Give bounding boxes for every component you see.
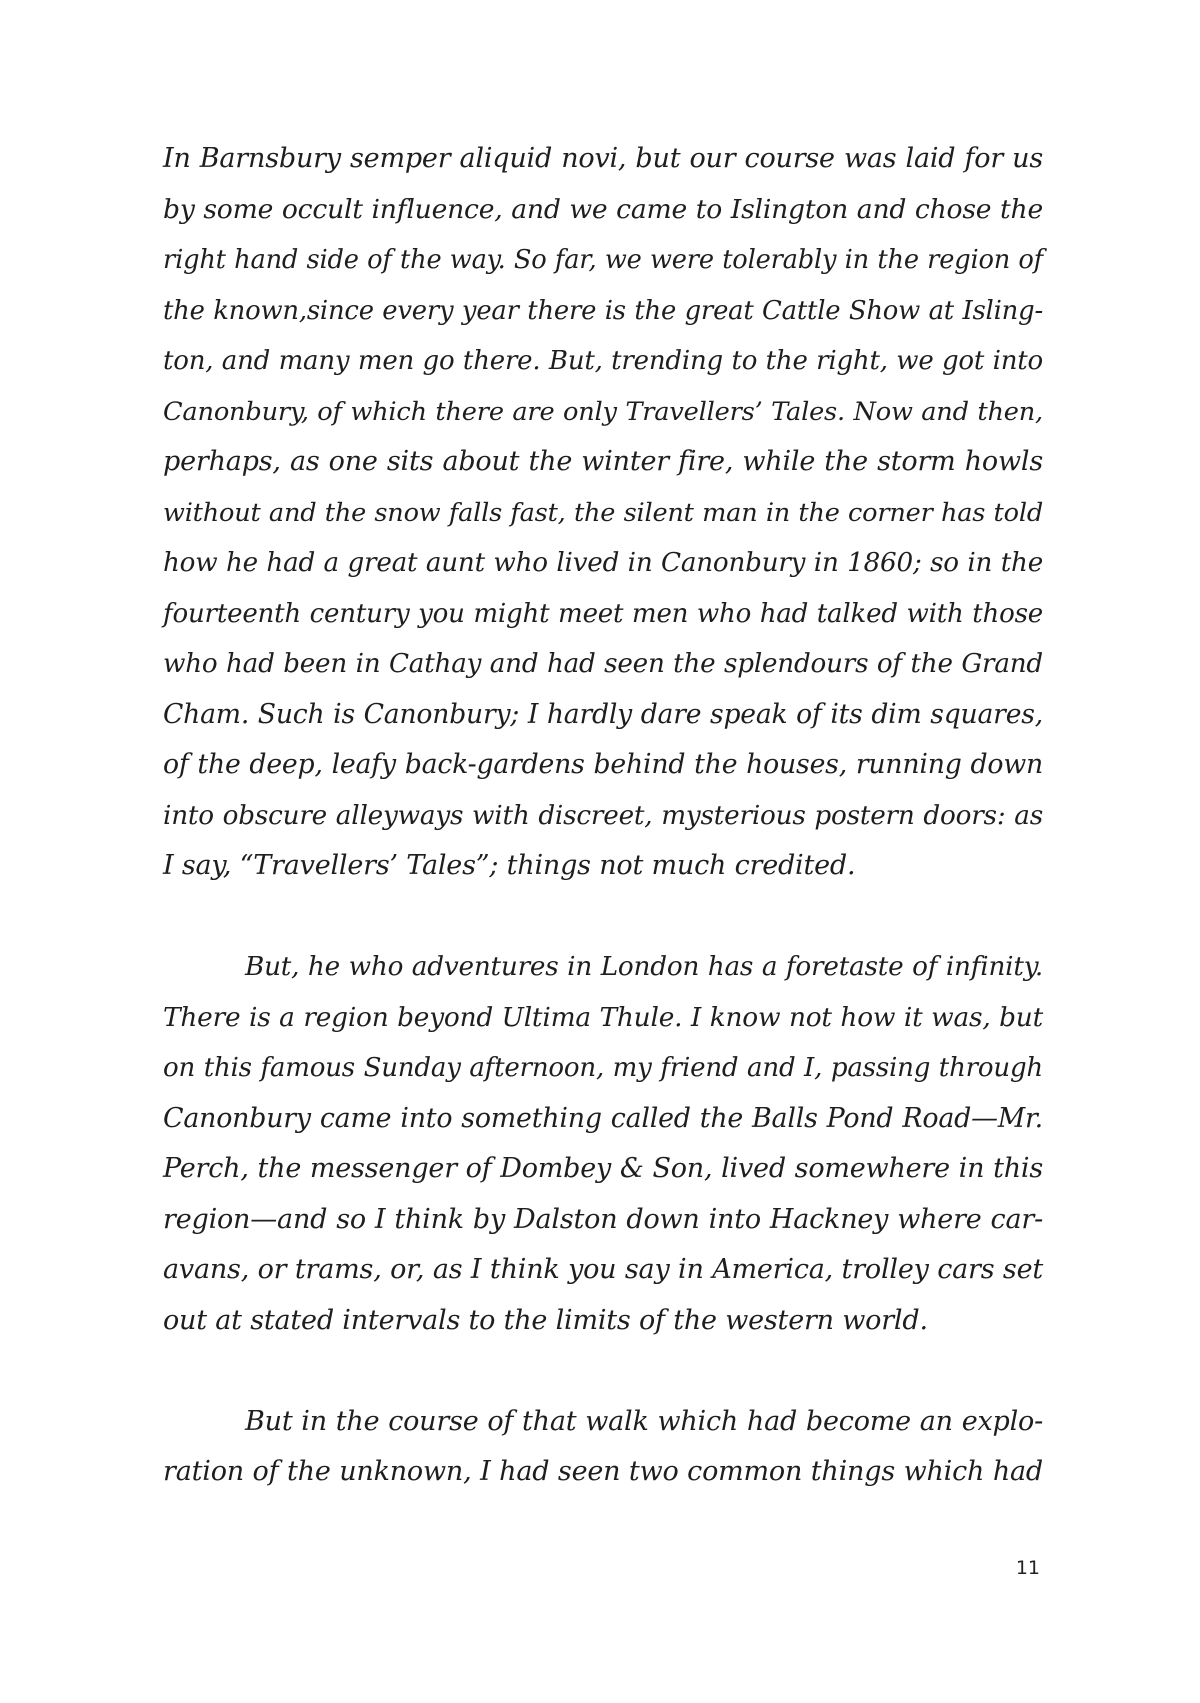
text-line: the known,since every year there is the great Cattle Show at Isling- <box>163 295 1043 326</box>
text-line: Cham. Such is Canonbury; I hardly dare speak of its dim squares, <box>163 698 1043 730</box>
text-line: without and the snow falls fast, the silent man in the corner has told <box>163 497 1043 528</box>
text-line: Canonbury came into something called the Balls Pond Road—Mr. <box>163 1102 1043 1134</box>
text-line: There is a region beyond Ultima Thule. I know not how it was, but <box>163 1002 1043 1033</box>
page-number: 11 <box>1015 1557 1040 1579</box>
text-line: I say, “Travellers’ Tales”; things not much credited. <box>163 850 856 881</box>
text-line: ton, and many men go there. But, trending to the right, we got into <box>163 346 1043 376</box>
text-line: who had been in Cathay and had seen the splendours of the Grand <box>163 649 1043 679</box>
paragraph-spacer <box>163 892 1043 943</box>
paragraph-1 <box>163 134 1043 892</box>
body-text <box>163 134 1043 1498</box>
text-line: But in the course of that walk which had become an explo- <box>245 1405 1043 1437</box>
text-line: Perch, the messenger of Dombey & Son, lived somewhere in this <box>163 1153 1043 1184</box>
text-line: how he had a great aunt who lived in Canonbury in 1860; so in the <box>163 548 1043 578</box>
text-line: In Barnsbury semper aliquid novi, but our course was laid for us <box>163 143 1043 174</box>
paragraph-2 <box>163 942 1043 1346</box>
text-line: Canonbury, of which there are only Travellers’ Tales. Now and then, <box>163 396 1043 427</box>
text-line: ration of the unknown, I had seen two common things which had <box>163 1456 1043 1487</box>
text-line: on this famous Sunday afternoon, my friend and I, passing through <box>163 1053 1043 1083</box>
paragraph-spacer <box>163 1346 1043 1397</box>
text-line: But, he who adventures in London has a foretaste of infinity. <box>245 952 1043 982</box>
text-line: by some occult influence, and we came to Islington and chose the <box>163 193 1043 225</box>
text-line: into obscure alleyways with discreet, mysterious postern doors: as <box>163 800 1043 831</box>
text-line: perhaps, as one sits about the winter fire, while the storm howls <box>163 446 1043 477</box>
paragraph-3 <box>163 1397 1043 1498</box>
text-line: fourteenth century you might meet men who had talked with those <box>163 598 1043 629</box>
text-line: out at stated intervals to the limits of the western world. <box>163 1304 928 1336</box>
text-line: region—and so I think by Dalston down into Hackney where car- <box>163 1203 1043 1235</box>
text-line: avans, or trams, or, as I think you say in America, trolley cars set <box>163 1254 1043 1285</box>
text-line: of the deep, leafy back-gardens behind the houses, running down <box>163 749 1043 780</box>
text-line: right hand side of the way. So far, we were tolerably in the region of <box>163 245 1043 275</box>
